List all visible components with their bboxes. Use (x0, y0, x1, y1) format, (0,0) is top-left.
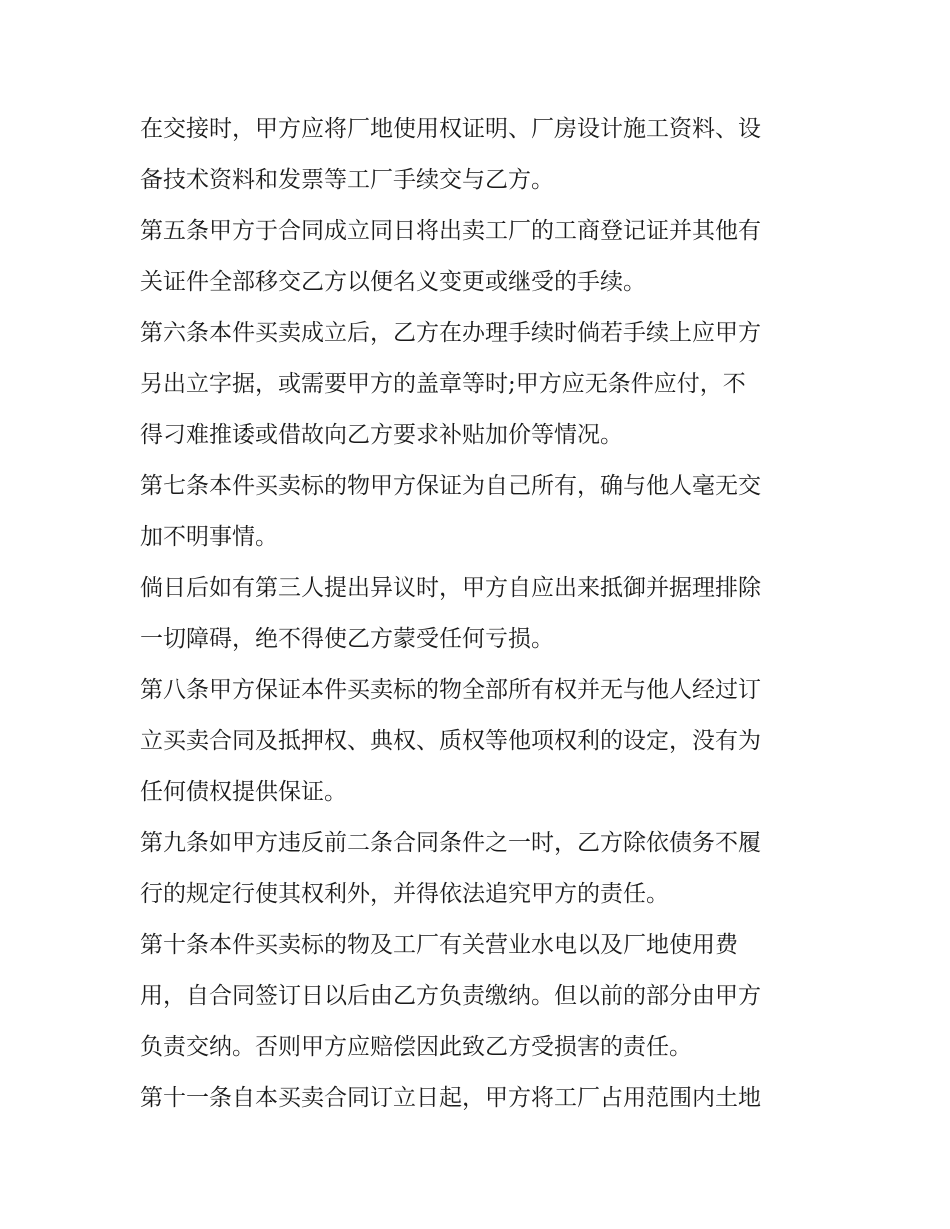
text-line: 第十一条自本买卖合同订立日起，甲方将工厂占用范围内土地 (140, 1085, 761, 1111)
text-line: 关证件全部移交乙方以便名义变更或继受的手续。 (140, 269, 646, 295)
text-line: 第八条甲方保证本件买卖标的物全部所有权并无与他人经过订 (140, 677, 761, 703)
text-line: 第五条甲方于合同成立同日将出卖工厂的工商登记证并其他有 (140, 218, 761, 244)
text-line: 立买卖合同及抵押权、典权、质权等他项权利的设定，没有为 (140, 728, 761, 754)
text-line: 负责交纳。否则甲方应赔偿因此致乙方受损害的责任。 (140, 1034, 692, 1060)
text-line: 一切障碍，绝不得使乙方蒙受任何亏损。 (140, 626, 554, 652)
paragraph-third-party-objection (140, 563, 820, 665)
paragraph-article-9 (140, 818, 820, 920)
paragraph-article-10 (140, 920, 820, 1073)
paragraph-article-6 (140, 308, 820, 461)
paragraph-article-11 (140, 1073, 820, 1124)
text-line: 行的规定行使其权利外，并得依法追究甲方的责任。 (140, 881, 669, 907)
text-line: 得刁难推诿或借故向乙方要求补贴加价等情况。 (140, 422, 623, 448)
text-line: 第十条本件买卖标的物及工厂有关营业水电以及厂地使用费 (140, 932, 738, 958)
text-line: 第七条本件买卖标的物甲方保证为自己所有，确与他人毫无交 (140, 473, 761, 499)
text-line: 在交接时，甲方应将厂地使用权证明、厂房设计施工资料、设 (140, 116, 761, 142)
text-line: 第六条本件买卖成立后，乙方在办理手续时倘若手续上应甲方 (140, 320, 761, 346)
text-line: 用，自合同签订日以后由乙方负责缴纳。但以前的部分由甲方 (140, 983, 761, 1009)
text-line: 另出立字据，或需要甲方的盖章等时;甲方应无条件应付，不 (140, 371, 746, 397)
text-line: 加不明事情。 (140, 524, 278, 550)
paragraph-article-5 (140, 206, 820, 308)
text-line: 备技术资料和发票等工厂手续交与乙方。 (140, 167, 554, 193)
text-line: 倘日后如有第三人提出异议时，甲方自应出来抵御并据理排除 (140, 575, 761, 601)
paragraph-article-7 (140, 461, 820, 563)
paragraph-handover (140, 104, 820, 206)
paragraph-article-8 (140, 665, 820, 818)
text-line: 任何债权提供保证。 (140, 779, 347, 805)
text-line: 第九条如甲方违反前二条合同条件之一时，乙方除依债务不履 (140, 830, 761, 856)
document-body (140, 104, 820, 1124)
